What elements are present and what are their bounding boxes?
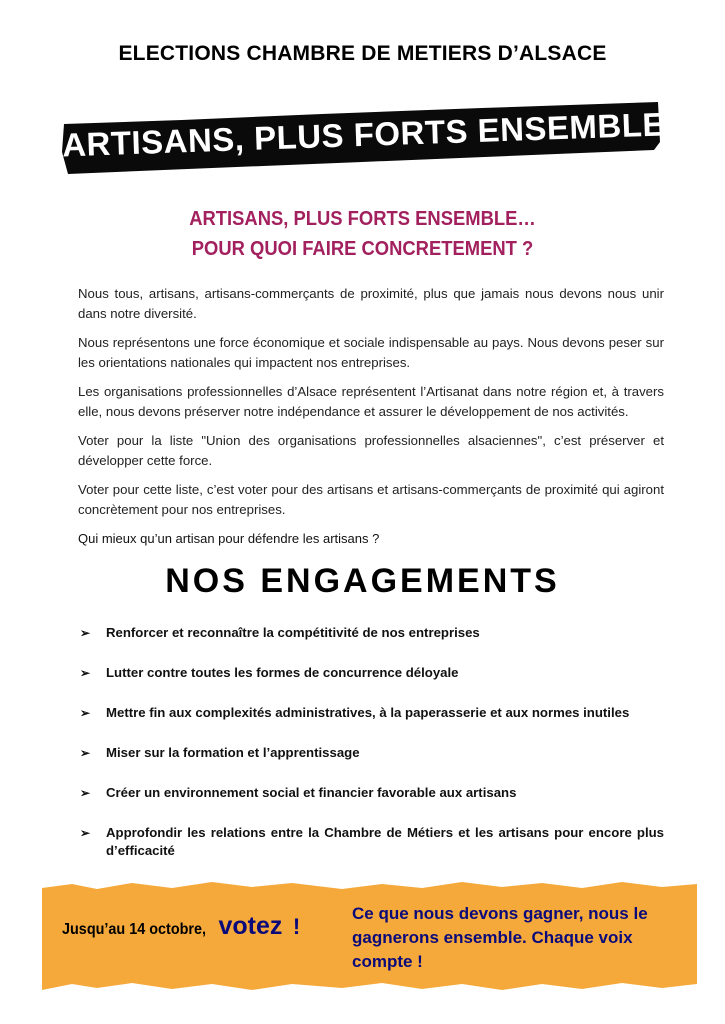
engagements-list xyxy=(80,624,664,882)
deadline-text: Jusqu’au 14 octobre, xyxy=(62,921,207,938)
list-item xyxy=(80,744,664,762)
vote-word: votez xyxy=(218,912,283,940)
arrow-right-icon: ➢ xyxy=(80,746,91,760)
list-item xyxy=(80,624,664,642)
arrow-right-icon: ➢ xyxy=(80,626,91,640)
footer-slogan: Ce que nous devons gagner, nous le gagnerons ensemble. Chaque voix compte ! xyxy=(352,904,648,971)
list-item-text: Renforcer et reconnaître la compétitivité de nos entreprises xyxy=(106,625,480,640)
subtitle-line-1: ARTISANS, PLUS FORTS ENSEMBLE… xyxy=(189,208,536,230)
list-item-text: Lutter contre toutes les formes de concurrence déloyale xyxy=(106,665,459,680)
arrow-right-icon: ➢ xyxy=(80,706,91,720)
list-item-text: Mettre fin aux complexités administratives, à la paperasserie et aux normes inutiles xyxy=(106,705,630,720)
intro-paragraph: Les organisations professionnelles d’Alsace représentent l’Artisanat dans notre région et, à travers elle, nous devons préserver notre indépendance et assurer le développement de nos activités. xyxy=(78,384,664,419)
intro-paragraph: Nous tous, artisans, artisans-commerçants de proximité, plus que jamais nous devons nous unir dans notre diversité. xyxy=(78,286,664,321)
list-item xyxy=(80,704,664,722)
exclamation-mark: ! xyxy=(292,914,301,939)
arrow-right-icon: ➢ xyxy=(80,786,91,800)
list-item xyxy=(80,664,664,682)
document-header-title: ELECTIONS CHAMBRE DE METIERS D’ALSACE xyxy=(118,42,607,65)
intro-question: Qui mieux qu’un artisan pour défendre les artisans ? xyxy=(78,531,380,546)
arrow-right-icon: ➢ xyxy=(80,666,91,680)
list-item-text: Miser sur la formation et l’apprentissage xyxy=(106,745,360,760)
list-item xyxy=(80,824,664,860)
engagements-title: NOS ENGAGEMENTS xyxy=(165,562,560,600)
list-item-text: Approfondir les relations entre la Chambre de Métiers et les artisans pour encore plus d’efficacité xyxy=(106,825,664,858)
slogan-banner xyxy=(61,102,666,174)
intro-paragraph: Nous représentons une force économique et sociale indispensable au pays. Nous devons peser sur les orientations nationales qui impactent nos entreprises. xyxy=(78,335,664,370)
list-item-text: Créer un environnement social et financier favorable aux artisans xyxy=(106,785,517,800)
vote-deadline xyxy=(62,912,300,941)
intro-paragraph: Voter pour la liste "Union des organisations professionnelles alsaciennes", c’est préserver et développer cette force. xyxy=(78,433,664,468)
arrow-right-icon: ➢ xyxy=(80,826,91,840)
list-item xyxy=(80,784,664,802)
subtitle-line-2: POUR QUOI FAIRE CONCRETEMENT ? xyxy=(191,238,534,260)
subtitle xyxy=(0,204,725,264)
vote-footer-banner xyxy=(42,880,697,992)
intro-paragraph: Voter pour cette liste, c’est voter pour des artisans et artisans-commerçants de proximité qui agiront concrètement pour nos entreprises. xyxy=(78,482,664,517)
intro-text xyxy=(78,284,664,558)
banner-text: ARTISANS, PLUS FORTS ENSEMBLE xyxy=(61,105,666,164)
